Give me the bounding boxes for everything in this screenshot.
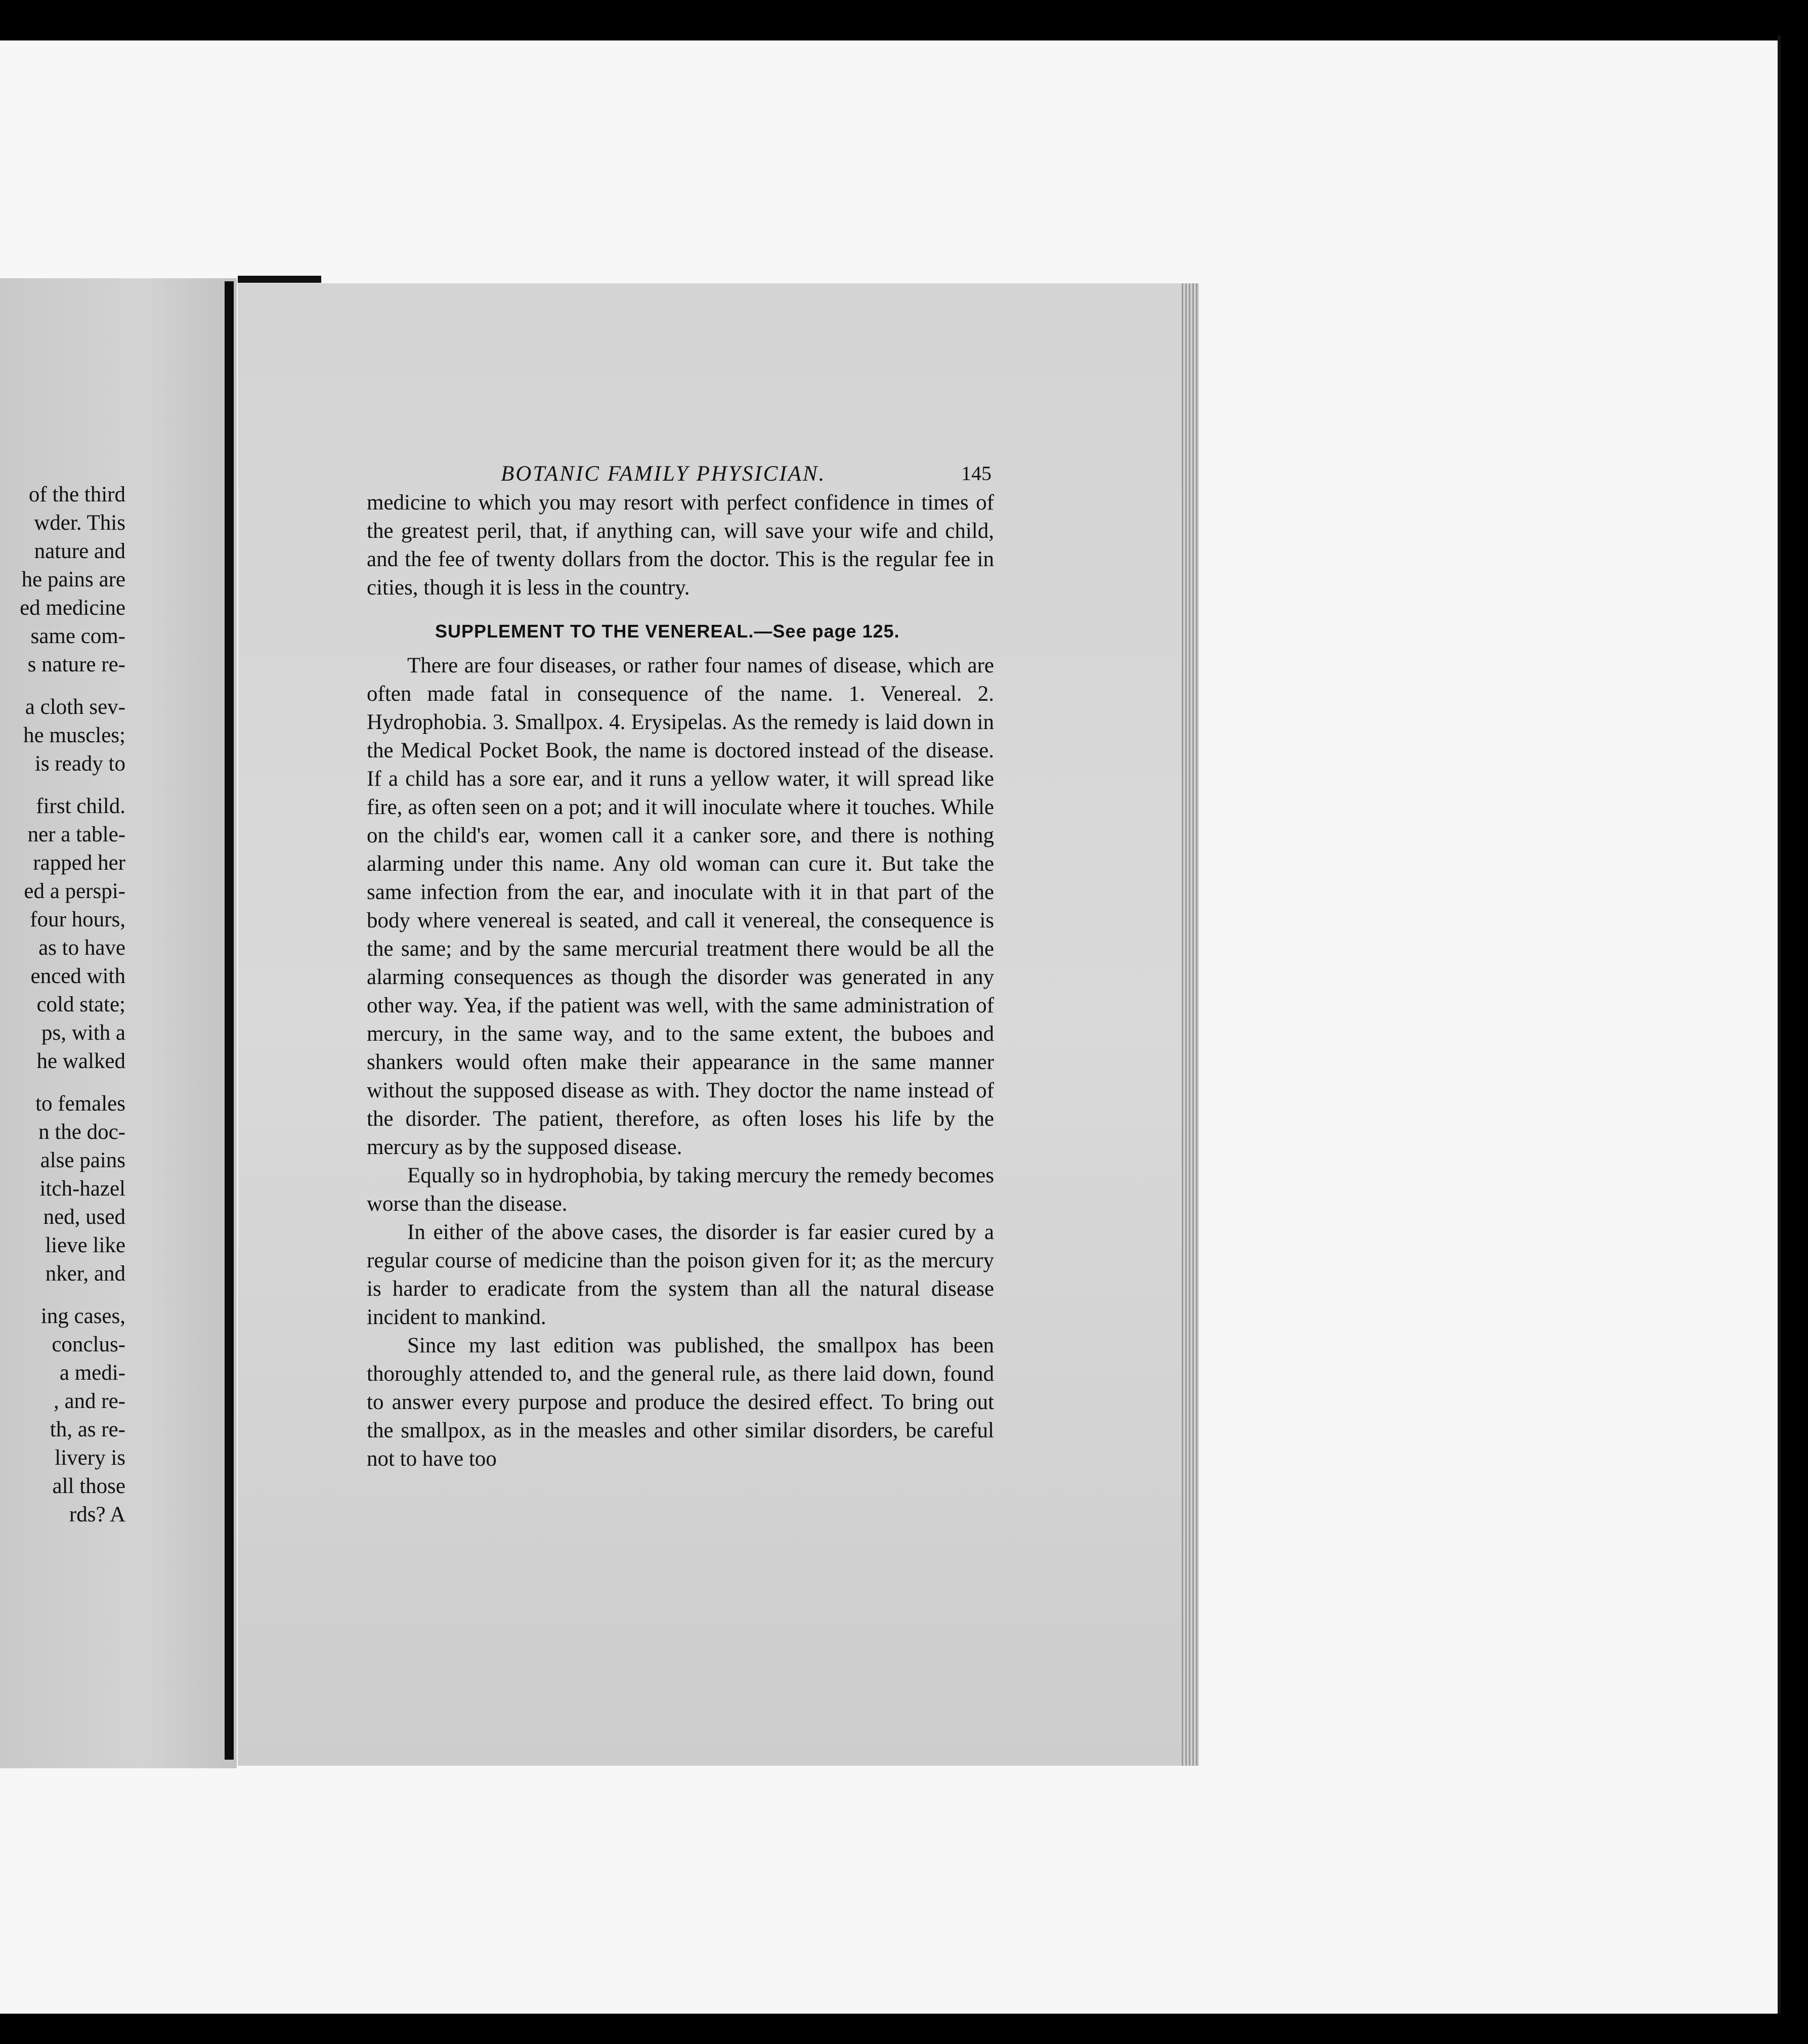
left-page-line: s nature re- [27, 653, 125, 676]
left-page-line: as to have [38, 936, 125, 960]
left-page-line: four hours, [30, 908, 125, 931]
scan-border [1778, 35, 1781, 2014]
left-page-line: all those [52, 1474, 125, 1498]
left-page-line: ed medicine [20, 596, 125, 620]
page-edges [1182, 283, 1199, 1766]
left-page-line: is ready to [34, 752, 125, 776]
left-page-line: nker, and [45, 1262, 125, 1286]
page-number: 145 [961, 462, 992, 485]
left-page-line: wder. This [34, 511, 125, 535]
body-paragraph: Equally so in hydrophobia, by taking mercury the remedy becomes worse than the disease. [367, 1164, 994, 1216]
left-page-line: same com- [30, 624, 125, 648]
left-page-line [0, 778, 125, 792]
left-page-line [0, 1288, 125, 1302]
left-page-line: first child. [36, 794, 125, 818]
left-page-line: enced with [30, 964, 125, 988]
left-page-line: n the doc- [38, 1120, 125, 1144]
left-page-line: a medi- [59, 1361, 125, 1385]
left-page-line: rapped her [33, 851, 125, 875]
left-page-text [0, 481, 125, 1529]
left-page-line: ed a perspi- [24, 879, 125, 903]
left-page-line: he muscles; [23, 723, 125, 747]
body-paragraph: Since my last edition was published, the smallpox has been thoroughly attended to, and the general rule, as there laid down, found to answer every purpose and produce the desired effect. To bring out the smallpox, as in the measles and other similar disorders, be careful not to have too [367, 1334, 994, 1471]
left-page-line: he pains are [21, 568, 125, 591]
left-page-line: ing cases, [40, 1304, 125, 1328]
body-paragraph: There are four diseases, or rather four names of disease, which are often made fatal in consequence of the name. 1. Venereal. 2. Hydrophobia. 3. Smallpox. 4. Erysipelas. As the remedy is laid down in the Medical Pocket Book, the name is doctored instead of the disease. If a child has a sore ear, and it runs a yellow water, it will spread like fire, as often seen on a pot; and it will inoculate where it touches. While on the child's ear, women call it a canker sore, and there is nothing alarming under this name. Any old woman can cure it. But take the same infection from the ear, and inoculate with it in that part of the body where venereal is seated, and call it venereal, the consequence is the same; and by the same mercurial treatment there would be all the alarming consequences as though the disorder was generated in any other way. Yea, if the patient was well, with the same administration of mercury, in the same way, and to the same extent, the buboes and shankers would often make their appearance in the same manner without the supposed disease as with. They doctor the name instead of the disorder. The patient, therefore, as often loses his life by the mercury as by the supposed disease. [367, 654, 994, 1159]
left-page-line: he walked [36, 1049, 125, 1073]
body-paragraph: In either of the above cases, the disorder is far easier cured by a regular course of medicine than the poison given for it; as the mercury is harder to eradicate from the system than all the natural disease incident to mankind. [367, 1220, 994, 1329]
left-page-line: ner a table- [27, 823, 125, 846]
left-page-line: alse pains [40, 1148, 125, 1172]
left-page-line: th, as re- [50, 1418, 125, 1441]
running-header [501, 461, 992, 492]
left-page-line: to females [35, 1092, 125, 1116]
left-page-line: ps, with a [41, 1021, 125, 1045]
left-page [0, 278, 237, 1768]
binding-strip [238, 276, 321, 283]
left-page-line: conclus- [52, 1333, 125, 1356]
left-page-line [0, 1076, 125, 1090]
left-page-line: lieve like [45, 1233, 125, 1257]
section-heading: SUPPLEMENT TO THE VENEREAL.—See page 125. [435, 621, 900, 642]
running-title: BOTANIC FAMILY PHYSICIAN. [501, 462, 826, 486]
book-gutter [225, 281, 234, 1760]
left-page-line: itch-hazel [39, 1177, 125, 1201]
left-page-line: , and re- [53, 1389, 125, 1413]
left-page-line: ned, used [43, 1205, 125, 1229]
intro-paragraph: medicine to which you may resort with perfect confidence in times of the greatest peril, that, if anything can, will save your wife and child, and the fee of twenty dollars from the doctor. This is the regular fee in cities, though it is less in the country. [367, 491, 994, 600]
left-page-line: cold state; [36, 993, 125, 1016]
left-page-line: livery is [55, 1446, 125, 1470]
left-page-line: rds? A [69, 1503, 125, 1526]
left-page-line: nature and [34, 539, 125, 563]
page-body [367, 489, 994, 1473]
left-page-line: of the third [28, 483, 125, 506]
left-page-line [0, 679, 125, 693]
left-page-line: a cloth sev- [25, 695, 125, 719]
